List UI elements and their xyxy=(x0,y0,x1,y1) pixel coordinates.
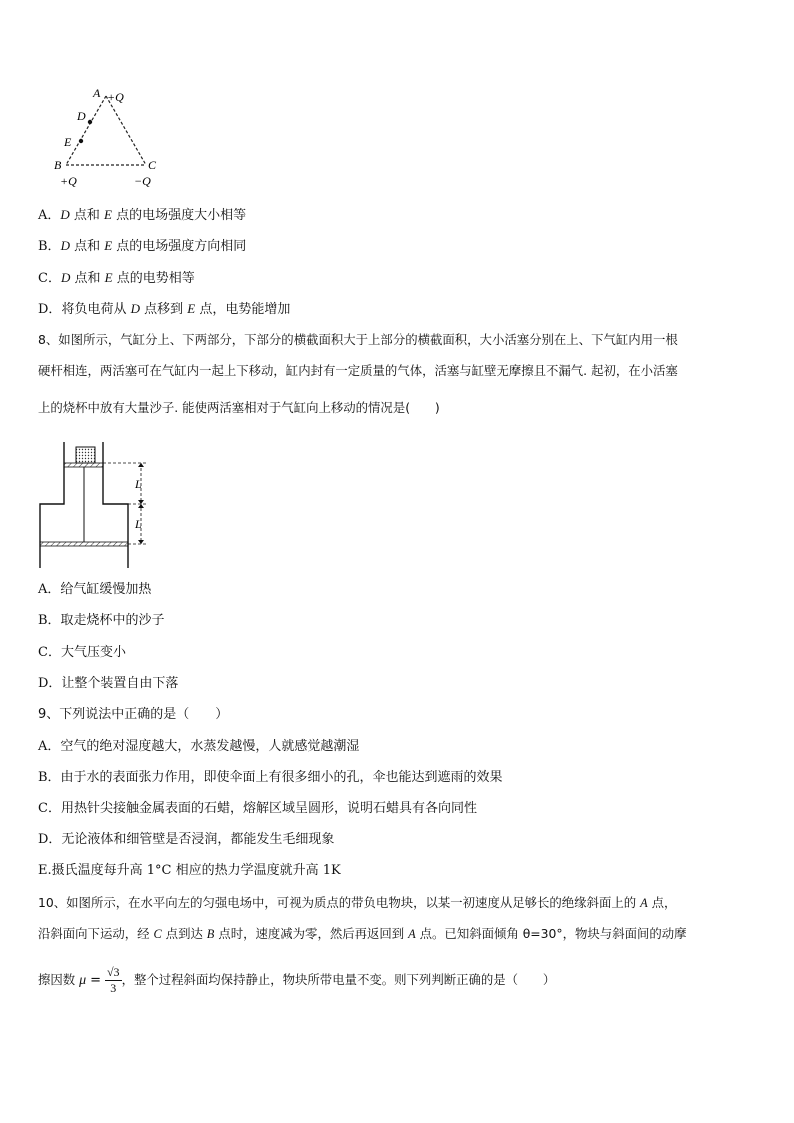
small-piston xyxy=(64,463,103,467)
q10-stem-line-3: 擦因数 μ = $\frac{√3}{3}$ ，整个过程斜面均保持静止，物块所带电量不变。则下列判断正确的是（ ） xyxy=(38,962,555,999)
q8-option-c: C．大气压变小 xyxy=(38,645,126,660)
beaker-with-sand xyxy=(76,447,95,463)
label-a-charge: +Q xyxy=(107,90,124,104)
q8-stem-line-3: 上的烧杯中放有大量沙子. 能使两活塞相对于气缸向上移动的情况是( ) xyxy=(38,400,440,415)
label-b: B xyxy=(54,158,62,172)
label-e: E xyxy=(64,135,72,149)
cylinder-right-wall xyxy=(103,442,128,568)
q9-option-b: B．由于水的表面张力作用，即使伞面上有很多细小的孔，伞也能达到遮雨的效果 xyxy=(38,770,503,785)
fraction-denominator: 3 xyxy=(110,981,117,995)
cylinder-diagram xyxy=(36,436,166,572)
q8-stem-line-2: 硬杆相连，两活塞可在气缸内一起上下移动，缸内封有一定质量的气体，活塞与缸壁无摩擦且不漏气. 起初，在小活塞 xyxy=(38,363,678,378)
cylinder-left-wall xyxy=(40,442,64,568)
label-c: C xyxy=(148,158,157,172)
triangle-diagram xyxy=(48,86,168,190)
q7-option-b: B．D 点和 E 点的电场强度方向相同 xyxy=(38,238,247,254)
triangle-figure xyxy=(48,86,168,190)
q9-option-e: E.摄氏温度每升高 1°C 相应的热力学温度就升高 1K xyxy=(38,863,341,878)
arrow-middle-up xyxy=(138,504,144,508)
point-d xyxy=(88,120,92,124)
point-e xyxy=(79,139,83,143)
q7-option-a: A．D 点和 E 点的电场强度大小相等 xyxy=(38,207,247,223)
q9-option-d: D．无论液体和细管壁是否浸润，都能发生毛细现象 xyxy=(38,832,335,847)
label-l-bottom: L xyxy=(135,517,142,531)
q9-option-c: C．用热针尖接触金属表面的石蜡，熔解区域呈圆形，说明石蜡具有各向同性 xyxy=(38,801,477,816)
q7-option-c: C．D 点和 E 点的电势相等 xyxy=(38,270,195,286)
label-d: D xyxy=(77,109,86,123)
q10-stem-line-2: 沿斜面向下运动，经 C 点到达 B 点时，速度减为零，然后再返回到 A 点。已知斜面倾角 θ=30°，物块与斜面间的动摩 xyxy=(38,926,687,941)
side-ac xyxy=(106,96,146,165)
label-a: A xyxy=(93,86,101,100)
label-c-charge: −Q xyxy=(134,174,151,188)
cylinder-figure xyxy=(36,436,166,572)
side-ab xyxy=(66,96,106,165)
q10-stem-line-1: 10、如图所示，在水平向左的匀强电场中，可视为质点的带负电物块，以某一初速度从足够长的绝缘斜面上的 A 点， xyxy=(38,895,677,910)
q9-option-a: A．空气的绝对湿度越大，水蒸发越慢，人就感觉越潮湿 xyxy=(38,739,360,754)
mu-formula: μ = $\frac{√3}{3}$ xyxy=(79,965,120,995)
label-l-top: L xyxy=(135,477,142,491)
fraction xyxy=(105,965,122,996)
arrow-middle-down xyxy=(138,500,144,504)
arrow-bottom xyxy=(138,540,144,544)
q8-option-d: D．让整个装置自由下落 xyxy=(38,676,179,691)
q8-option-b: B．取走烧杯中的沙子 xyxy=(38,613,165,628)
q9-stem: 9、下列说法中正确的是（ ） xyxy=(38,707,229,722)
arrow-top xyxy=(138,463,144,467)
label-b-charge: +Q xyxy=(60,174,77,188)
q8-option-a: A．给气缸缓慢加热 xyxy=(38,582,152,597)
q7-option-d: D．将负电荷从 D 点移到 E 点，电势能增加 xyxy=(38,301,291,317)
large-piston xyxy=(40,542,128,546)
fraction-numerator: √3 xyxy=(106,965,120,979)
q8-stem-line-1: 8、如图所示，气缸分上、下两部分，下部分的横截面积大于上部分的横截面积，大小活塞分别在上、下气缸内用一根 xyxy=(38,332,678,347)
